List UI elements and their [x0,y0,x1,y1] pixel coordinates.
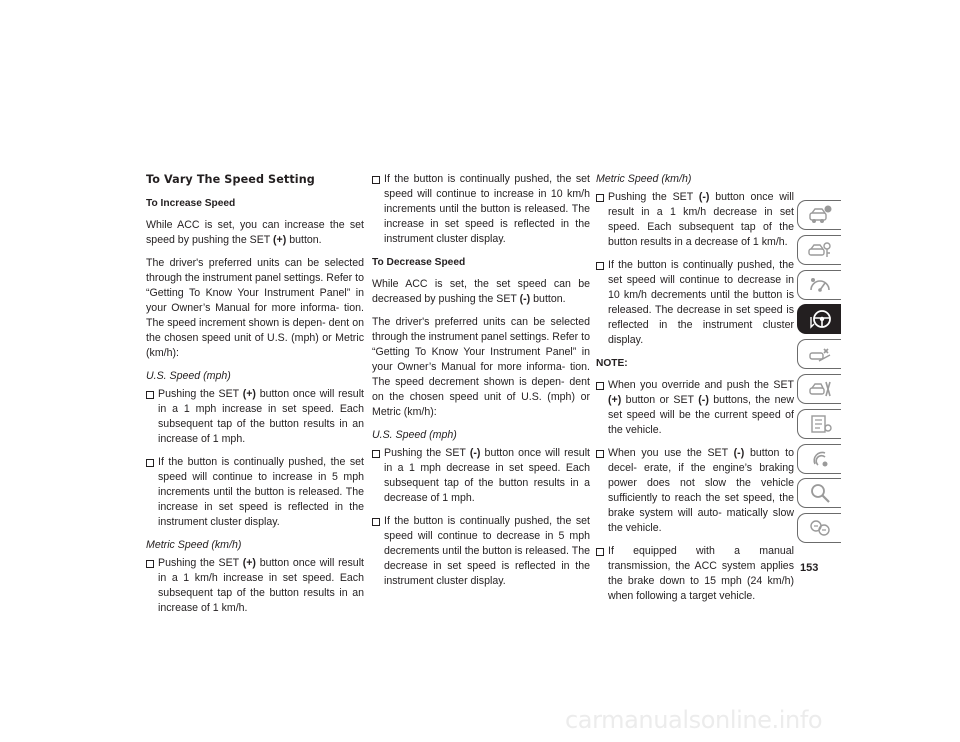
tab-multimedia[interactable] [797,444,841,474]
car-info-icon [807,204,833,226]
chapter-tabs [797,200,841,548]
units-paragraph: The driver's preferred units can be selected through the instrument panel settings. Refer to “Getting To Know Your Instrument Panel” in your Owner’s Manual for more informa- tion. The speed decrement shown is depen- dent on the chosen speed unit of U.S. (mph) or Metric (km/h): [372,316,590,418]
list-item: If the button is continually pushed, the set speed will continue to decrease in 10 km/h decrements until the button is released. The decrease in set speed is reflected in the instrument cluster display. [596,258,794,348]
tab-getting-to-know[interactable] [797,200,841,230]
note-list [596,378,794,604]
us-speed-heading: U.S. Speed (mph) [372,429,457,441]
us-speed-heading: U.S. Speed (mph) [146,370,231,382]
increase-intro-paragraph: While ACC is set, you can increase the set speed by pushing the SET (+) button. [146,219,364,246]
list-item: When you use the SET (-) button to decel- erate, if the engine’s braking power does not slow the vehicle sufficiently to reach the set speed, the brake system will auto- matically slow the vehicle. [596,446,794,536]
steering-wheel-icon [807,308,833,330]
tab-index[interactable] [797,478,841,508]
tab-servicing[interactable] [797,374,841,404]
index-search-icon [807,482,833,504]
page-number: 153 [800,562,819,574]
car-dashboard-icon [807,274,833,296]
list-item: If the button is continually pushed, the set speed will continue to increase in 10 km/h increments until the button is released. The increase in set speed is reflected in the instrument cluster display. [372,172,590,247]
tab-languages[interactable] [797,513,841,543]
units-paragraph: The driver's preferred units can be selected through the instrument panel settings. Refer to “Getting To Know Your Instrument Panel” in your Owner’s Manual for more informa- tion. The speed increment shown is depen- dent on the chosen speed unit of U.S. (mph) or Metric (km/h): [146,257,364,359]
metric-increase-list-cont [372,172,590,247]
us-decrease-list [372,446,590,589]
watermark-url: carmanualsonline.info [565,706,823,734]
column-1 [146,172,364,624]
metric-increase-list [146,556,364,616]
car-service-checklist-icon [807,413,833,435]
column-2 [372,172,590,597]
decrease-speed-heading: To Decrease Speed [372,257,466,268]
set-minus-label: (-) [519,293,531,305]
section-title: To Vary The Speed Setting [146,173,315,186]
list-item: Pushing the SET (-) button once will result in a 1 km/h decrease in set speed. Each subsequent tap of the button results in a decrease of 1 km/h. [596,190,794,250]
us-increase-list [146,387,364,530]
car-key-icon [807,239,833,261]
tab-technical-specs[interactable] [797,409,841,439]
note-heading: NOTE: [596,358,628,369]
radio-phone-icon [807,448,833,470]
metric-speed-heading: Metric Speed (km/h) [146,539,242,551]
list-item: If the button is continually pushed, the set speed will continue to decrease in 5 mph decrements until the button is released. The decrease in set speed is reflected in the instrument cluster display. [372,514,590,589]
tab-dashboard[interactable] [797,270,841,300]
list-item: When you override and push the SET (+) button or SET (-) buttons, the new set speed will be the current speed of the vehicle. [596,378,794,438]
set-plus-label: (+) [273,234,287,246]
metric-speed-heading: Metric Speed (km/h) [596,173,692,185]
increase-speed-heading: To Increase Speed [146,198,236,209]
list-item: If the button is continually pushed, the set speed will continue to increase in 5 mph increments until the button is released. The increase in set speed is reflected in the instrument cluster display. [146,455,364,530]
list-item: Pushing the SET (-) button once will result in a 1 mph decrease in set speed. Each subsequent tap of the button results in a decrease of 1 mph. [372,446,590,506]
list-item: If equipped with a manual transmission, the ACC system applies the brake down to 15 mph (24 km/h) when following a target vehicle. [596,544,794,604]
car-tools-icon [807,378,833,400]
list-item: Pushing the SET (+) button once will result in a 1 mph increase in set speed. Each subsequent tap of the button results in an increase of 1 mph. [146,387,364,447]
decrease-intro-paragraph: While ACC is set, the set speed can be decreased by pushing the SET (-) button. [372,278,590,305]
list-item: Pushing the SET (+) button once will result in a 1 km/h increase in set speed. Each subsequent tap of the button results in an increase of 1 km/h. [146,556,364,616]
tab-emergency[interactable] [797,339,841,369]
column-3 [596,172,794,612]
tab-keys[interactable] [797,235,841,265]
tab-starting-operating[interactable] [797,304,841,334]
multilingual-icon [807,517,833,539]
car-crash-icon [807,343,833,365]
metric-decrease-list [596,190,794,348]
